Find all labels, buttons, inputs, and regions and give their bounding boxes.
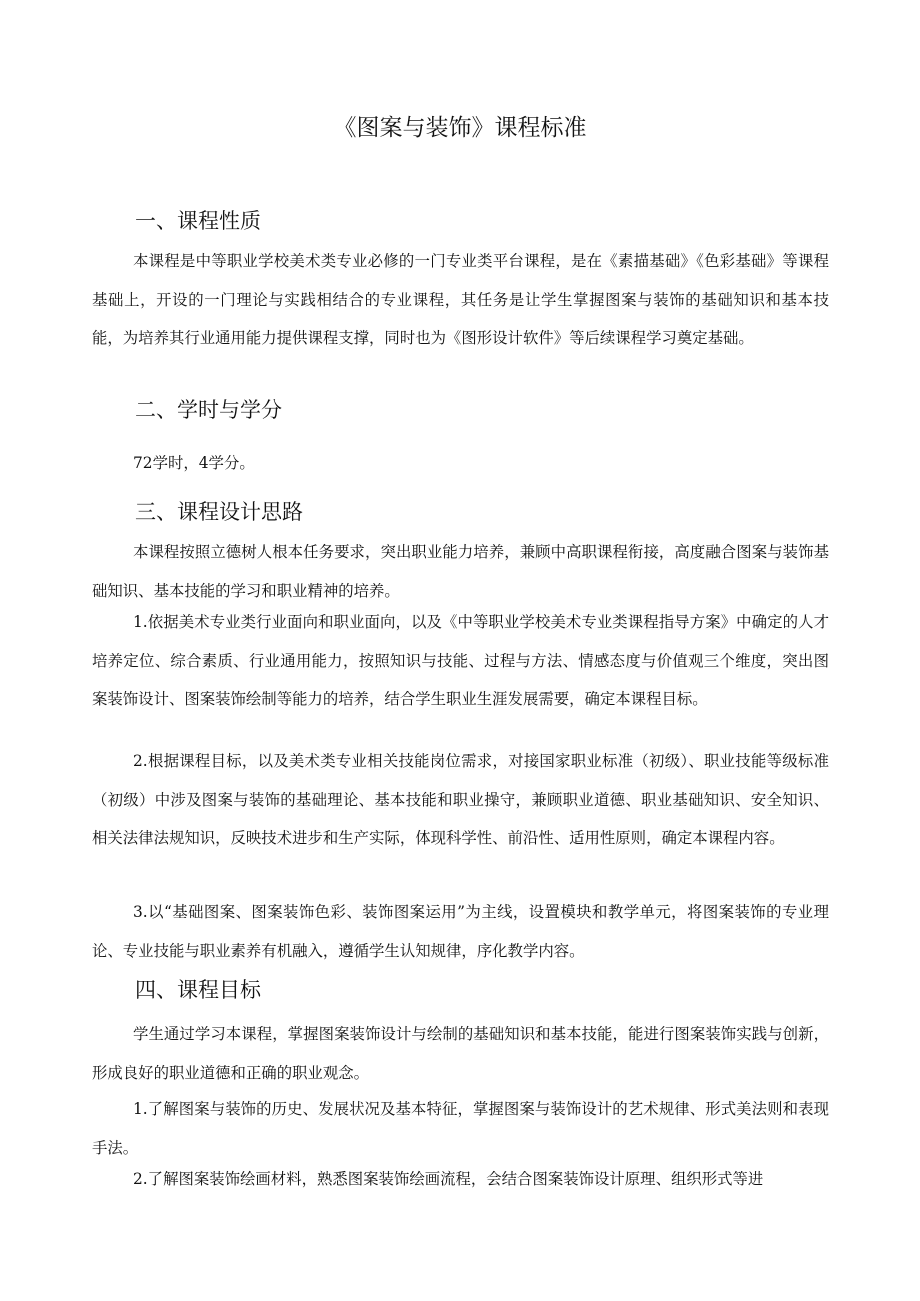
paragraph-design-point-2: 2.根据课程目标，以及美术类专业相关技能岗位需求，对接国家职业标准（初级）、职业技能等级标准（初级）中涉及图案与装饰的基础理论、基本技能和职业操守，兼顾职业道德、职业基础知识、安全知识、相关法律法规知识，反映技术进步和生产实际，体现科学性、前沿性、适用性原则，确定本课程内容。 [92,752,829,848]
paragraph-goals-intro: 学生通过学习本课程，掌握图案装饰设计与绘制的基础知识和基本技能，能进行图案装饰实践与创新，形成良好的职业道德和正确的职业观念。 [92,1025,829,1082]
paragraph-design-point-1: 1.依据美术专业类行业面向和职业面向，以及《中等职业学校美术专业类课程指导方案》中确定的人才培养定位、综合素质、行业通用能力，按照知识与技能、过程与方法、情感态度与价值观三个维度，突出图案装饰设计、图案装饰绘制等能力的培养，结合学生职业生涯发展需要，确定本课程目标。 [92,613,829,709]
paragraph-course-nature: 本课程是中等职业学校美术类专业必修的一门专业类平台课程，是在《素描基础》《色彩基础》等课程基础上，开设的一门理论与实践相结合的专业课程，其任务是让学生掌握图案与装饰的基础知识和基本技能，为培养其行业通用能力提供课程支撑，同时也为《图形设计软件》等后续课程学习奠定基础。 [92,252,829,348]
paragraph-goal-1: 1.了解图案与装饰的历史、发展状况及基本特征，掌握图案与装饰设计的艺术规律、形式美法则和表现手法。 [92,1100,829,1157]
paragraph-design-point-3: 3.以“基础图案、图案装饰色彩、装饰图案运用”为主线，设置模块和教学单元，将图案装饰的专业理论、专业技能与职业素养有机融入，遵循学生认知规律，序化教学内容。 [92,903,829,960]
section-heading-course-nature: 一、课程性质 [135,209,261,233]
document-title: 《图案与装饰》课程标准 [333,115,587,141]
section-heading-course-goals: 四、课程目标 [135,978,261,1002]
paragraph-goal-2: 2.了解图案装饰绘画材料，熟悉图案装饰绘画流程，会结合图案装饰设计原理、组织形式等进 [133,1170,764,1188]
paragraph-design-intro: 本课程按照立德树人根本任务要求，突出职业能力培养，兼顾中高职课程衔接，高度融合图案与装饰基础知识、基本技能的学习和职业精神的培养。 [92,543,829,600]
paragraph-hours-credits: 72学时，4学分。 [133,454,255,472]
section-heading-hours-credits: 二、学时与学分 [135,398,282,422]
section-heading-design-ideas: 三、课程设计思路 [135,500,303,524]
